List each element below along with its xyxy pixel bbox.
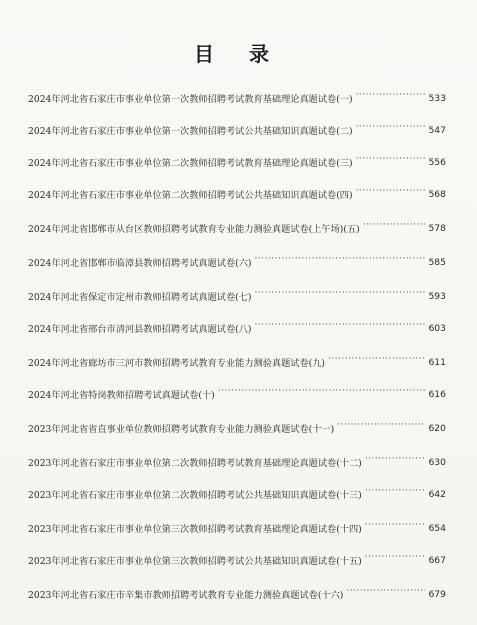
toc-title: 目 录 bbox=[194, 42, 283, 66]
toc-entry[interactable] bbox=[28, 386, 446, 402]
leader-dots bbox=[356, 189, 426, 199]
toc-entry-label: 2023年河北省石家庄市事业单位第二次教师招聘考试教育基础理论真题试卷(十二) bbox=[28, 458, 362, 469]
toc-entry-label: 2023年河北省省直事业单位教师招聘考试教育专业能力测验真题试卷(十一) bbox=[28, 424, 335, 435]
toc-entry-page: 568 bbox=[428, 188, 446, 200]
toc-entry-label: 2024年河北省保定市定州市教师招聘考试真题试卷(七) bbox=[28, 292, 252, 303]
leader-dots bbox=[365, 555, 426, 565]
toc-entry-label: 2023年河北省石家庄市事业单位第三次教师招聘考试教育基础理论真题试卷(十四) bbox=[28, 524, 362, 535]
toc-entry[interactable] bbox=[28, 486, 446, 502]
leader-dots bbox=[365, 489, 426, 499]
toc-entry[interactable] bbox=[28, 122, 446, 138]
leader-dots bbox=[346, 589, 425, 599]
leader-dots bbox=[356, 157, 426, 167]
leader-dots bbox=[365, 523, 426, 533]
toc-entry[interactable] bbox=[28, 90, 446, 106]
leader-dots bbox=[363, 223, 426, 233]
leader-dots bbox=[337, 423, 425, 433]
toc-entry-page: 578 bbox=[428, 222, 446, 234]
toc-entry-page: 630 bbox=[428, 456, 446, 468]
toc-entry-page: 547 bbox=[428, 124, 446, 136]
leader-dots bbox=[255, 291, 426, 301]
toc-entry[interactable] bbox=[28, 220, 446, 236]
leader-dots bbox=[365, 457, 426, 467]
toc-entry-label: 2024年河北省石家庄市事业单位第二次教师招聘考试公共基础知识真题试卷(四) bbox=[28, 190, 353, 201]
toc-entry-label: 2023年河北省石家庄市事业单位第二次教师招聘考试公共基础知识真题试卷(十三) bbox=[28, 490, 362, 501]
toc-entry-page: 667 bbox=[428, 554, 446, 566]
toc-entry-label: 2023年河北省石家庄市辛集市教师招聘考试教育专业能力测验真题试卷(十六) bbox=[28, 590, 344, 601]
leader-dots bbox=[218, 389, 426, 399]
toc-entry-page: 603 bbox=[428, 322, 446, 334]
toc-entry[interactable] bbox=[28, 420, 446, 436]
toc-entry-page: 642 bbox=[428, 488, 446, 500]
toc-entry-label: 2024年河北省邯郸市从台区教师招聘考试教育专业能力测验真题试卷(上午场)(五) bbox=[28, 224, 360, 235]
toc-entry-label: 2024年河北省石家庄市事业单位第一次教师招聘考试公共基础知识真题试卷(二) bbox=[28, 126, 353, 137]
toc-entry[interactable] bbox=[28, 154, 446, 170]
toc-entry-page: 593 bbox=[428, 290, 446, 302]
toc-entry[interactable] bbox=[28, 288, 446, 304]
leader-dots bbox=[328, 357, 425, 367]
toc-entry[interactable] bbox=[28, 186, 446, 202]
toc-entry[interactable] bbox=[28, 586, 446, 602]
toc-entry-page: 533 bbox=[428, 92, 446, 104]
toc-entry-page: 556 bbox=[428, 156, 446, 168]
leader-dots bbox=[356, 125, 426, 135]
toc-entry-label: 2024年河北省邢台市清河县教师招聘考试真题试卷(八) bbox=[28, 324, 252, 335]
leader-dots bbox=[356, 93, 426, 103]
toc-entry-label: 2024年河北省廊坊市三河市教师招聘考试教育专业能力测验真题试卷(九) bbox=[28, 358, 325, 369]
leader-dots bbox=[255, 257, 426, 267]
toc-entry-page: 620 bbox=[428, 422, 446, 434]
toc-entry[interactable] bbox=[28, 454, 446, 470]
toc-entry[interactable] bbox=[28, 552, 446, 568]
toc-entry[interactable] bbox=[28, 520, 446, 536]
toc-entry-label: 2024年河北省石家庄市事业单位第二次教师招聘考试教育基础理论真题试卷(三) bbox=[28, 158, 353, 169]
toc-entry-page: 585 bbox=[428, 256, 446, 268]
toc-entry-page: 654 bbox=[428, 522, 446, 534]
toc-entry-label: 2024年河北省石家庄市事业单位第一次教师招聘考试教育基础理论真题试卷(一) bbox=[28, 94, 353, 105]
toc-entry[interactable] bbox=[28, 320, 446, 336]
toc-entry-page: 616 bbox=[428, 388, 446, 400]
toc-entry[interactable] bbox=[28, 254, 446, 270]
toc-entry-label: 2024年河北省特岗教师招聘考试真题试卷(十) bbox=[28, 390, 215, 401]
toc-entry-page: 679 bbox=[428, 588, 446, 600]
toc-entry-page: 611 bbox=[428, 356, 446, 368]
leader-dots bbox=[255, 323, 426, 333]
toc-entry-label: 2023年河北省石家庄市事业单位第三次教师招聘考试公共基础知识真题试卷(十五) bbox=[28, 556, 362, 567]
toc-entry[interactable] bbox=[28, 354, 446, 370]
toc-entry-label: 2024年河北省邯郸市临漳县教师招聘考试真题试卷(六) bbox=[28, 258, 252, 269]
